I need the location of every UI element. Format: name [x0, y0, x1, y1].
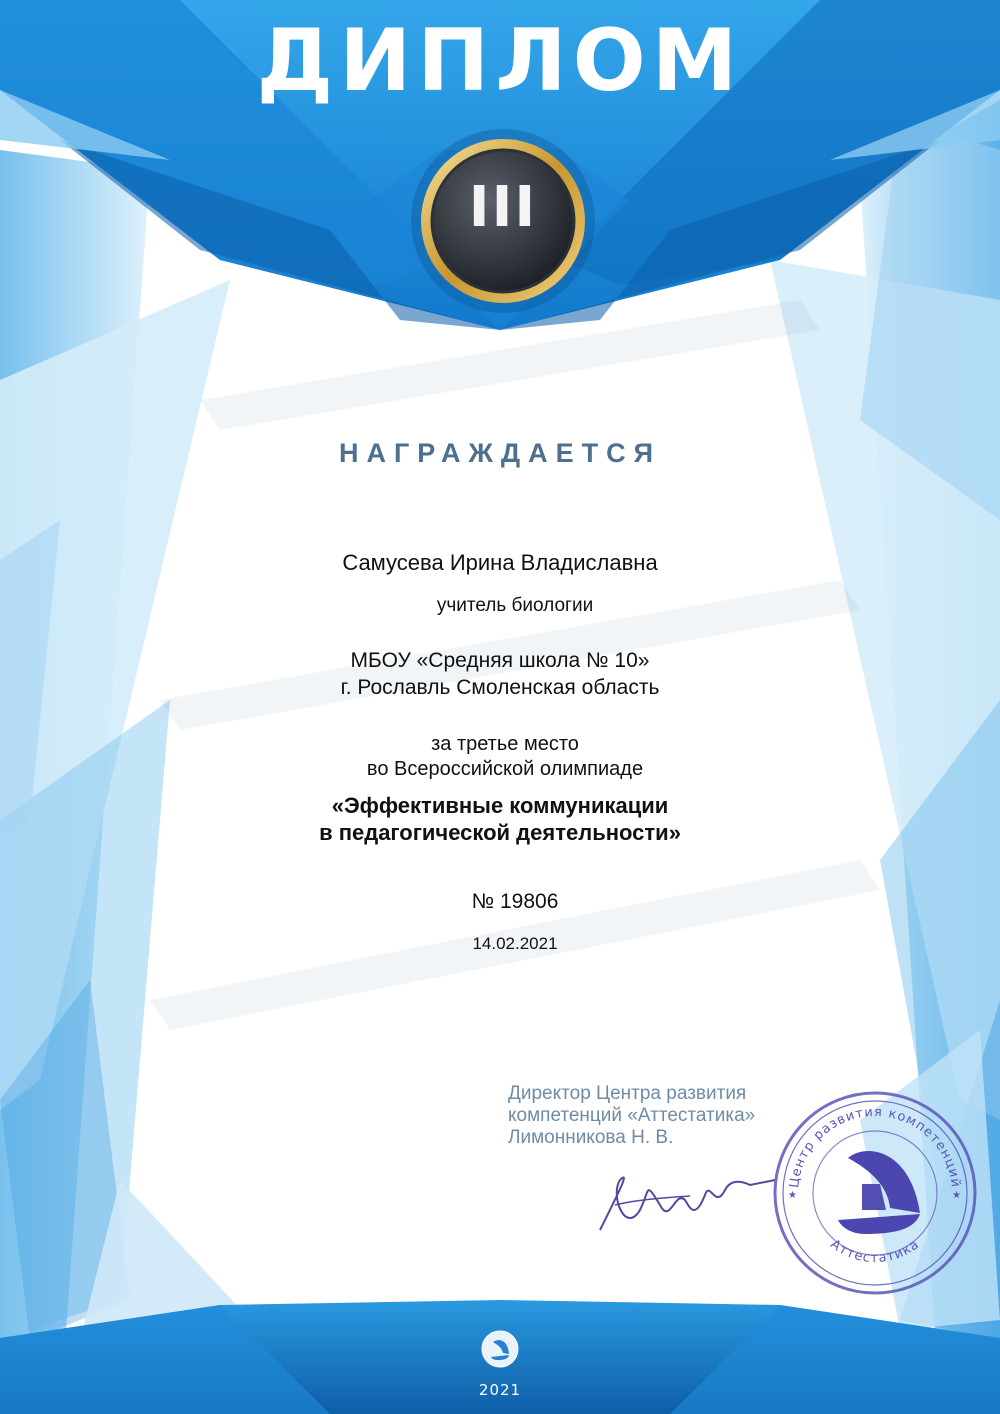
- sail-logo-icon: [838, 1151, 920, 1234]
- place-numeral: III: [468, 175, 538, 240]
- school-name: МБОУ «Средняя школа № 10»: [350, 649, 650, 672]
- recipient-position: учитель биологии: [436, 595, 594, 616]
- city-region: г. Рославль Смоленская область: [340, 676, 660, 699]
- diploma-date: 14.02.2021: [472, 934, 558, 953]
- topic-line-1: «Эффективные коммуникации: [331, 793, 669, 818]
- handwritten-signature: [590, 1150, 780, 1250]
- place-text: за третье место: [431, 733, 579, 755]
- footer-year: 2021: [478, 1381, 522, 1399]
- awarded-heading: НАГРАЖДАЕТСЯ: [339, 438, 661, 468]
- svg-text:★: ★: [952, 1190, 961, 1201]
- olympiad-text: во Всероссийской олимпиаде: [366, 758, 644, 780]
- footer-logo-icon: [481, 1330, 519, 1368]
- diploma-number: № 19806: [471, 890, 559, 913]
- organization-stamp: [770, 1088, 980, 1298]
- svg-text:Аттестатика: [828, 1237, 923, 1266]
- signatory-line-2: компетенций «Аттестатика»: [508, 1104, 756, 1126]
- signatory-line-1: Директор Центра развития: [508, 1083, 747, 1104]
- signatory-block: [508, 1083, 755, 1149]
- signatory-line-3: Лимонникова Н. В.: [508, 1126, 674, 1148]
- stamp-top-text: Центр развития компетенций: [787, 1104, 963, 1189]
- topic-line-2: в педагогической деятельности»: [319, 820, 681, 845]
- recipient-name: Самусева Ирина Владиславна: [342, 550, 658, 575]
- diploma-title: ДИПЛОМ: [256, 11, 744, 111]
- stamp-bottom-text: Аттестатика: [827, 1236, 923, 1267]
- svg-text:★: ★: [788, 1190, 797, 1201]
